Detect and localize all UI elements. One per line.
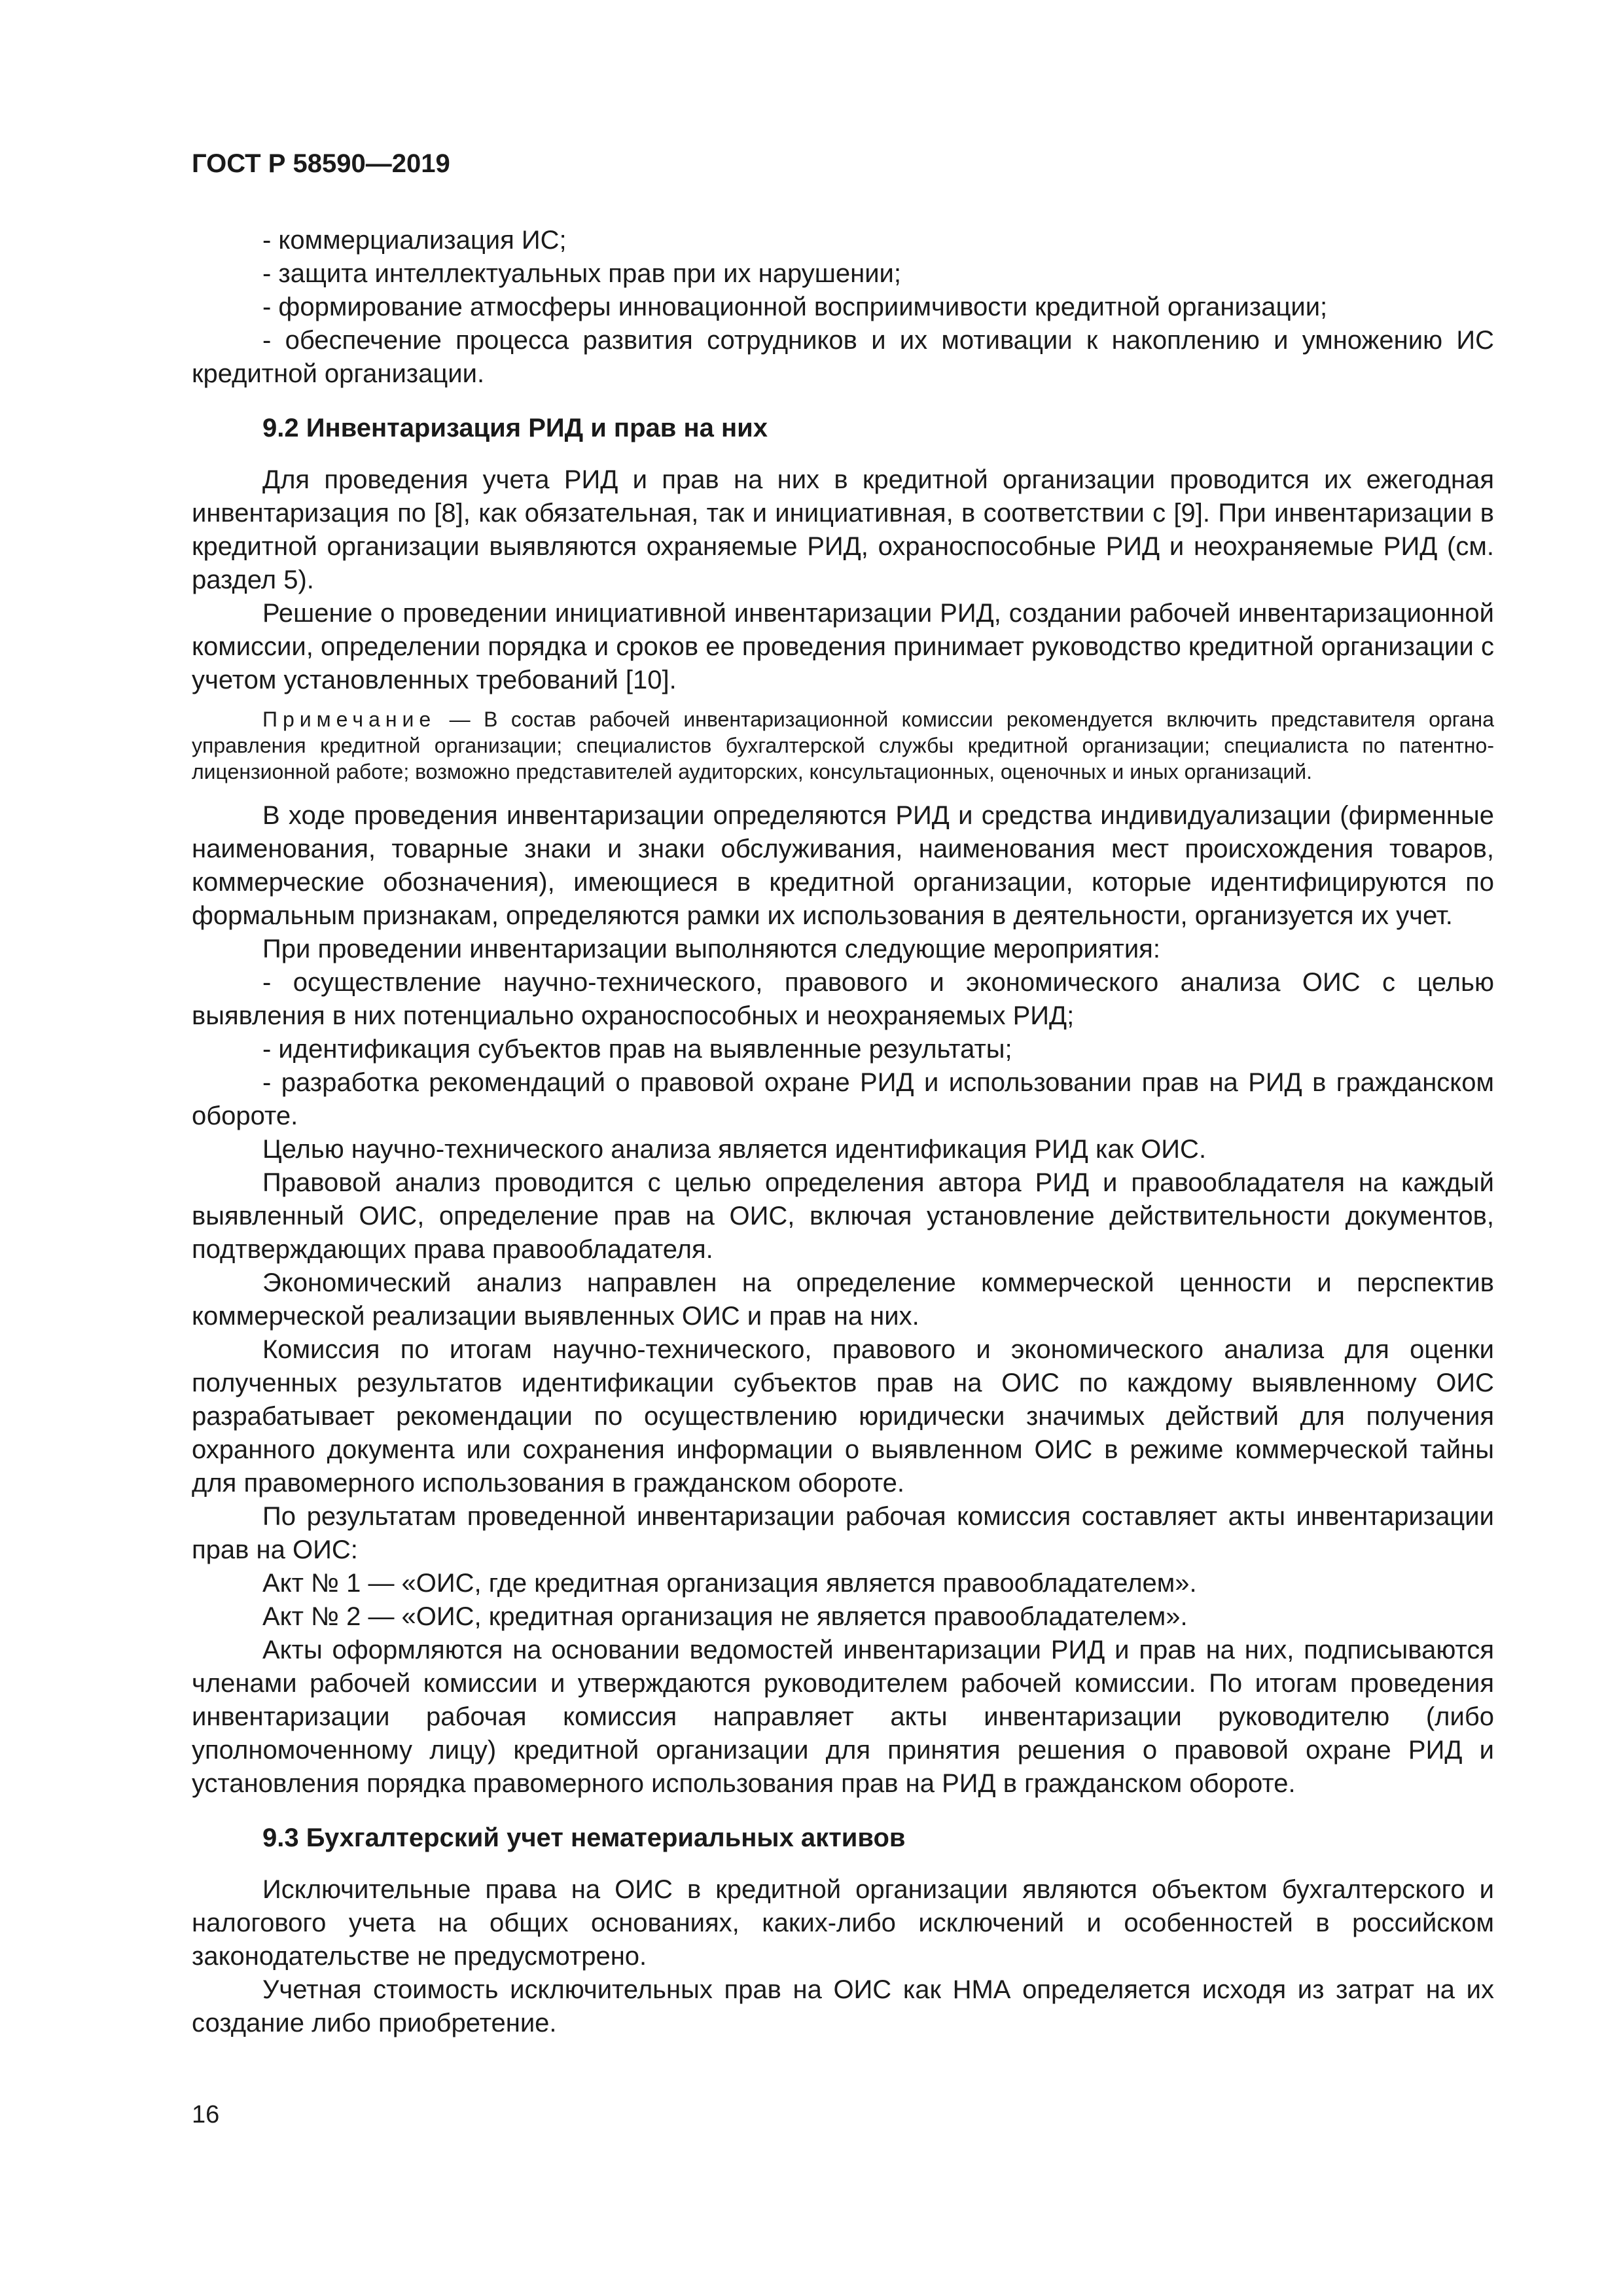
document-id-header: ГОСТ Р 58590—2019 bbox=[192, 149, 450, 178]
list-item: - осуществление научно-технического, правового и экономического анализа ОИС с целью выявления в них потенциально охраноспособных и неохраняемых РИД; bbox=[192, 968, 1494, 1030]
list-item: - коммерциализация ИС; bbox=[262, 226, 567, 255]
list-item: - идентификация субъектов прав на выявленные результаты; bbox=[262, 1035, 1012, 1064]
paragraph: Комиссия по итогам научно-технического, правового и экономического анализа для оценки полученных результатов идентификации субъектов прав на ОИС по каждому выявленному ОИС разрабатывает рекомендации по осуществлению юридически значимых действий для получения охранного документа или сохранения информации о выявленном ОИС в режиме коммерческой тайны для правомерного использования в гражданском обороте. bbox=[192, 1335, 1494, 1498]
paragraph: В ходе проведения инвентаризации определяются РИД и средства индивидуализации (фирменные наименования, товарные знаки и знаки обслуживания, наименования мест происхождения товаров, коммерческие обозначения), имеющиеся в кредитной организации, которые идентифицируются по формальным признакам, определяются рамки их использования в деятельности, организуется их учет. bbox=[192, 801, 1494, 930]
note-text: — В состав рабочей инвентаризационной комиссии рекомендуется включить представителя органа управления кредитной организации; специалистов бухгалтерской службы кредитной организации; специалиста по патентно-лицензионной работе; возможно представителей аудиторских, консультационных, оценочных и иных организаций. bbox=[192, 708, 1494, 783]
paragraph: Акты оформляются на основании ведомостей инвентаризации РИД и прав на них, подписываются членами рабочей комиссии и утверждаются руководителем рабочей комиссии. По итогам проведения инвентаризации рабочая комиссия направляет акты инвентаризации руководителю (либо уполномоченному лицу) кредитной организации для принятия решения о правовой охране РИД и установления порядка правомерного использования прав на РИД в гражданском обороте. bbox=[192, 1636, 1494, 1798]
section-heading-9-2: 9.2 Инвентаризация РИД и прав на них bbox=[262, 414, 768, 442]
paragraph: Исключительные права на ОИС в кредитной организации являются объектом бухгалтерского и налогового учета на общих основаниях, каких-либо исключений и особенностей в российском законодательстве не предусмотрено. bbox=[192, 1875, 1494, 1971]
act-item: Акт № 2 — «ОИС, кредитная организация не является правообладателем». bbox=[262, 1602, 1188, 1631]
list-item: - разработка рекомендаций о правовой охране РИД и использовании прав на РИД в гражданском обороте. bbox=[192, 1068, 1494, 1130]
paragraph: По результатам проведенной инвентаризации рабочая комиссия составляет акты инвентаризации прав на ОИС: bbox=[192, 1502, 1494, 1564]
paragraph: Целью научно-технического анализа является идентификация РИД как ОИС. bbox=[262, 1135, 1207, 1164]
act-item: Акт № 1 — «ОИС, где кредитная организация является правообладателем». bbox=[262, 1569, 1197, 1598]
paragraph: Для проведения учета РИД и прав на них в кредитной организации проводится их ежегодная инвентаризация по [8], как обязательная, так и инициативная, в соответствии с [9]. При инвентаризации в кредитной организации выявляются охраняемые РИД, охраноспособные РИД и неохраняемые РИД (см. раздел 5). bbox=[192, 465, 1494, 594]
note-label: Примечание bbox=[262, 708, 437, 731]
paragraph: Решение о проведении инициативной инвентаризации РИД, создании рабочей инвентаризационной комиссии, определении порядка и сроков ее проведения принимает руководство кредитной организации с учетом установленных требований [10]. bbox=[192, 599, 1494, 694]
note-paragraph bbox=[192, 706, 1494, 785]
document-body bbox=[192, 224, 1494, 2040]
list-item: - обеспечение процесса развития сотрудников и их мотивации к накоплению и умножению ИС кредитной организации. bbox=[192, 326, 1494, 388]
page-number: 16 bbox=[192, 2101, 220, 2128]
paragraph: Экономический анализ направлен на определение коммерческой ценности и перспектив коммерческой реализации выявленных ОИС и прав на них. bbox=[192, 1268, 1494, 1331]
paragraph: При проведении инвентаризации выполняются следующие мероприятия: bbox=[262, 935, 1160, 963]
paragraph: Правовой анализ проводится с целью определения автора РИД и правообладателя на каждый выявленный ОИС, определение прав на ОИС, включая установление действительности документов, подтверждающих права правообладателя. bbox=[192, 1168, 1494, 1264]
list-item: - формирование атмосферы инновационной восприимчивости кредитной организации; bbox=[262, 293, 1328, 321]
section-heading-9-3: 9.3 Бухгалтерский учет нематериальных активов bbox=[262, 1823, 906, 1852]
list-item: - защита интеллектуальных прав при их нарушении; bbox=[262, 259, 901, 288]
paragraph: Учетная стоимость исключительных прав на ОИС как НМА определяется исходя из затрат на их создание либо приобретение. bbox=[192, 1975, 1494, 2037]
